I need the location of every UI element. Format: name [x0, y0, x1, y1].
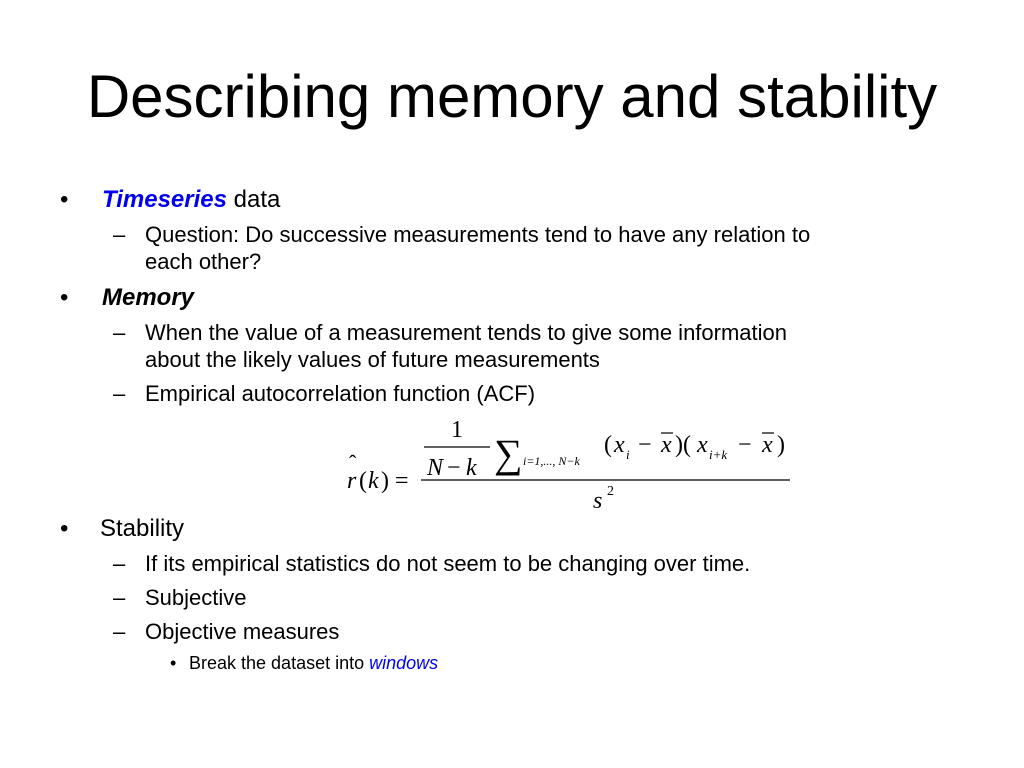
windows-link[interactable]: windows: [369, 653, 439, 673]
formula-x2: x: [697, 432, 708, 458]
formula-sub-ik: i+k: [709, 447, 728, 462]
formula-N: N: [427, 455, 444, 481]
question-line-1: Question: Do successive measurements tend to have any relation to: [145, 222, 811, 247]
stability-subjective: Subjective: [145, 585, 247, 610]
question-line-2: each other?: [145, 249, 262, 274]
memory-value-line-1: When the value of a measurement tends to give some information: [145, 320, 788, 345]
timeseries-rest: data: [226, 186, 281, 213]
formula-minus2: −: [738, 432, 752, 458]
dash-marker: –: [113, 320, 126, 345]
formula-lhs-open: (: [359, 468, 367, 494]
formula-minus1: −: [638, 432, 652, 458]
dash-marker: –: [113, 585, 126, 610]
formula-sum-index: i=1,..., N−k: [523, 454, 580, 468]
formula-lhs-k: k: [368, 468, 379, 494]
formula-x1: x: [614, 432, 625, 458]
formula-k: k: [466, 455, 477, 481]
stability-objective: Objective measures: [145, 619, 340, 644]
formula-sigma: ∑: [494, 431, 523, 476]
formula-s: s: [593, 488, 603, 514]
bullet-timeseries: [102, 186, 280, 214]
formula-open1: (: [604, 432, 612, 458]
dash-marker: –: [113, 222, 126, 247]
sub-bullet-marker: •: [170, 653, 177, 673]
formula-xbar2: x: [762, 432, 773, 458]
dash-marker: –: [113, 551, 126, 576]
memory-term: Memory: [102, 284, 195, 311]
formula-one: 1: [451, 417, 463, 443]
formula-sq: 2: [607, 484, 614, 499]
dash-marker: –: [113, 619, 126, 644]
slide-title: Describing memory and stability: [86, 63, 938, 130]
bullet-marker: •: [60, 515, 69, 542]
dash-marker: –: [113, 381, 126, 406]
formula-equals: =: [395, 468, 409, 494]
bullet-marker: •: [60, 186, 69, 213]
memory-value-line-2: about the likely values of future measurements: [145, 347, 600, 372]
stability-label: Stability: [100, 515, 185, 542]
windows-line: [189, 652, 438, 674]
formula-close-open: )(: [675, 432, 691, 458]
bullet-marker: •: [60, 284, 69, 311]
formula-lhs-close: ): [381, 468, 389, 494]
formula-sub-i: i: [626, 447, 630, 462]
formula-lhs-r: r: [347, 468, 357, 494]
windows-prefix: Break the dataset into: [189, 653, 370, 673]
formula-minus-nk: −: [447, 455, 461, 481]
formula-lhs-hat: ˆ: [349, 450, 357, 475]
timeseries-term: Timeseries: [102, 186, 227, 213]
formula-close2: ): [777, 432, 785, 458]
stability-statistics: If its empirical statistics do not seem to be changing over time.: [145, 551, 751, 576]
acf-line: Empirical autocorrelation function (ACF): [145, 381, 536, 406]
formula-xbar1: x: [661, 432, 672, 458]
